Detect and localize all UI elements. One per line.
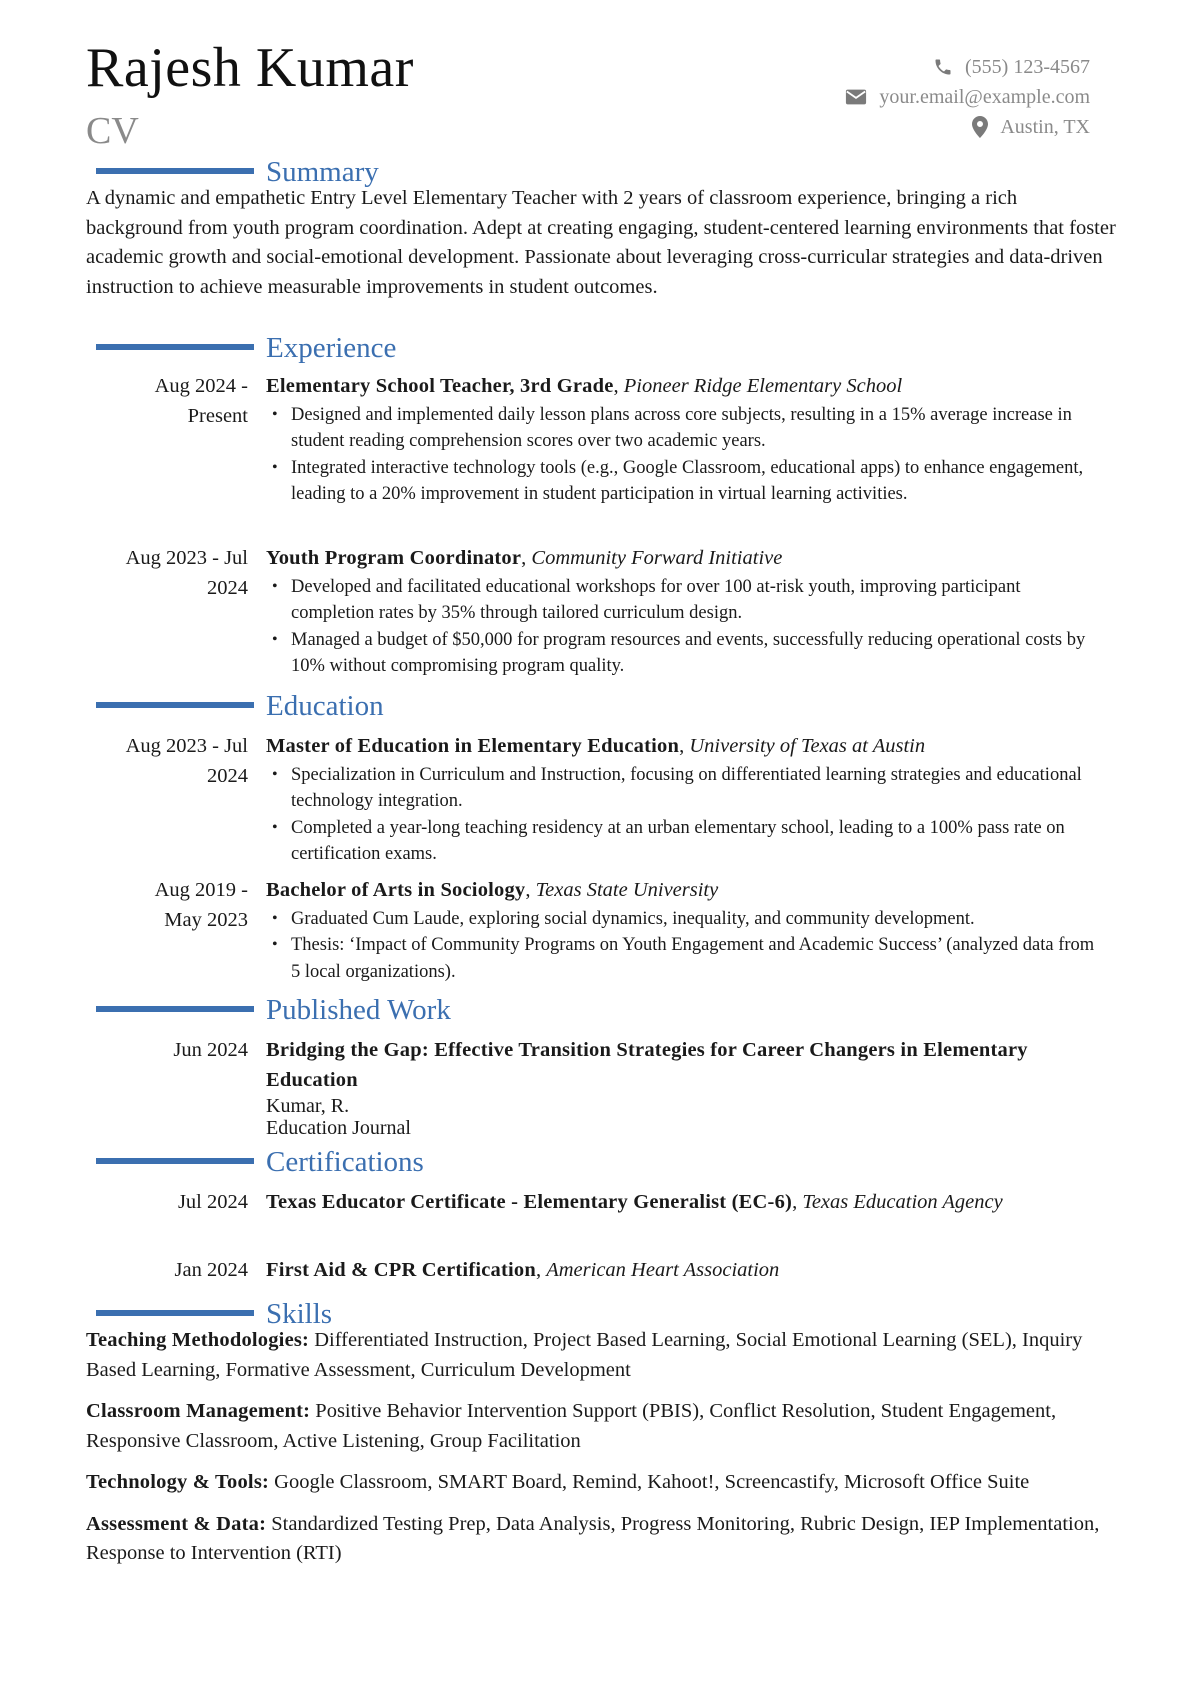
- skills-list: [86, 1326, 1116, 1581]
- entry-date-end: May 2023: [164, 908, 248, 931]
- bullet-item: • Completed a year-long teaching residency at an urban elementary school, leading to a 100% pass rate on certification exams.: [266, 815, 1106, 868]
- entry-date: [86, 372, 248, 431]
- job-title: Elementary School Teacher, 3rd Grade: [266, 375, 614, 397]
- entry-date-start: Aug 2023 - Jul: [125, 547, 248, 569]
- entry-date-start: Aug 2024 -: [154, 375, 248, 397]
- entry-date-start: Aug 2023 - Jul: [125, 735, 248, 757]
- contact-location: Austin, TX: [1000, 115, 1090, 138]
- certification-issuer: Texas Education Agency: [802, 1191, 1003, 1213]
- contact-info: [845, 52, 1090, 142]
- skill-group-label: Classroom Management:: [86, 1400, 311, 1422]
- bullet-item: • Integrated interactive technology tools (e.g., Google Classroom, educational apps) to enhance engagement, leading to a 20% improvement in student participation in virtual learning activities.: [266, 455, 1106, 508]
- skill-group-items: Standardized Testing Prep, Data Analysis, Progress Monitoring, Rubric Design, IEP Implementation, Response to Intervention (RTI): [86, 1512, 1100, 1564]
- entry-heading: Texas Educator Certificate - Elementary Generalist (EC-6), Texas Education Agency: [266, 1191, 1003, 1213]
- phone-icon: [933, 57, 953, 77]
- publication-title: [266, 1036, 1106, 1095]
- entry-bullets: [266, 574, 1106, 680]
- entry-date: Jan 2024: [174, 1259, 248, 1281]
- section-title-summary: Summary: [266, 156, 379, 188]
- bullet-item: • Specialization in Curriculum and Instruction, focusing on differentiated learning strategies and educational technology integration.: [266, 762, 1106, 815]
- document-subtitle: CV: [86, 110, 139, 152]
- entry-heading: Bachelor of Arts in Sociology, Texas State University: [266, 879, 719, 901]
- bullet-item: • Thesis: ‘Impact of Community Programs on Youth Engagement and Academic Success’ (analyzed data from 5 local organizations).: [266, 932, 1106, 985]
- entry-bullets: [266, 906, 1106, 986]
- section-title-education: Education: [266, 690, 384, 722]
- skill-group-label: Teaching Methodologies:: [86, 1329, 310, 1351]
- degree: Master of Education in Elementary Education: [266, 735, 680, 757]
- employer: Community Forward Initiative: [531, 547, 783, 569]
- skill-group: [86, 1326, 1116, 1385]
- skill-group: [86, 1510, 1116, 1569]
- contact-email-row: [845, 82, 1090, 112]
- section-title-published: Published Work: [266, 994, 451, 1026]
- bullet-item: • Graduated Cum Laude, exploring social dynamics, inequality, and community development.: [266, 906, 1106, 933]
- section-title-experience: Experience: [266, 332, 397, 364]
- candidate-name: Rajesh Kumar: [86, 37, 414, 99]
- certification-name: First Aid & CPR Certification: [266, 1259, 536, 1281]
- entry-date: [86, 876, 248, 935]
- bullet-item: • Managed a budget of $50,000 for program resources and events, successfully reducing operational costs by 10% without compromising program quality.: [266, 627, 1106, 680]
- section-divider-bar: [96, 168, 254, 174]
- entry-heading: Master of Education in Elementary Education, University of Texas at Austin: [266, 735, 926, 757]
- entry-date-end: 2024: [207, 764, 248, 787]
- section-education-header: [0, 688, 1190, 724]
- section-divider-bar: [96, 702, 254, 708]
- entry-bullets: [266, 402, 1106, 508]
- section-divider-bar: [96, 1158, 254, 1164]
- envelope-icon: [845, 88, 867, 106]
- entry-heading: First Aid & CPR Certification, American Heart Association: [266, 1259, 780, 1281]
- entry-content: [266, 1256, 1106, 1286]
- degree: Bachelor of Arts in Sociology: [266, 879, 526, 901]
- section-certifications-header: [0, 1144, 1190, 1180]
- entry-date-end: 2024: [207, 576, 248, 599]
- skill-group-label: Assessment & Data:: [86, 1512, 267, 1535]
- certification-name: Texas Educator Certificate - Elementary Generalist (EC-6): [266, 1191, 793, 1213]
- bullet-item: • Developed and facilitated educational workshops for over 100 at-risk youth, improving participant completion rates by 35% through tailored curriculum design.: [266, 574, 1106, 627]
- school: University of Texas at Austin: [689, 735, 926, 757]
- entry-content: [266, 732, 1106, 868]
- entry-date: Jul 2024: [177, 1191, 248, 1213]
- entry-date: Jun 2024: [173, 1039, 248, 1061]
- school: Texas State University: [535, 879, 719, 901]
- skill-group: [86, 1468, 1116, 1498]
- section-divider-bar: [96, 1310, 254, 1316]
- skill-group-items: Positive Behavior Intervention Support (PBIS), Conflict Resolution, Student Engagement, Responsive Classroom, Active Listening, Group Facilitation: [86, 1400, 1057, 1452]
- section-title-skills: Skills: [266, 1298, 333, 1330]
- entry-content: [266, 1188, 1106, 1218]
- entry-heading: Youth Program Coordinator, Community Forward Initiative: [266, 547, 783, 569]
- skill-group-items: Google Classroom, SMART Board, Remind, Kahoot!, Screencastify, Microsoft Office Suite: [274, 1471, 1030, 1493]
- entry-date: [86, 732, 248, 791]
- entry-date-end: Present: [187, 404, 248, 427]
- contact-phone[interactable]: (555) 123-4567: [965, 55, 1090, 78]
- entry-content: [266, 544, 1106, 680]
- publication-authors: Kumar, R.: [266, 1095, 350, 1117]
- entry-content: [266, 372, 1106, 508]
- skill-group-items: Differentiated Instruction, Project Based Learning, Social Emotional Learning (SEL), Inquiry Based Learning, Formative Assessment, Curriculum Development: [86, 1329, 1083, 1381]
- skill-group: [86, 1397, 1116, 1456]
- section-title-certifications: Certifications: [266, 1146, 424, 1178]
- contact-location-row: [845, 112, 1090, 142]
- entry-content: [266, 1036, 1106, 1139]
- summary-text: A dynamic and empathetic Entry Level Elementary Teacher with 2 years of classroom experience, bringing a rich background from youth program coordination. Adept at creating engaging, student-centered learning environments that foster academic growth and social-emotional development. Passionate about leveraging cross-curricular strategies and data-driven instruction to achieve measurable improvements in student outcomes.: [86, 187, 1116, 298]
- certification-issuer: American Heart Association: [546, 1259, 780, 1281]
- section-divider-bar: [96, 344, 254, 350]
- publication-title-text: Bridging the Gap: Effective Transition Strategies for Career Changers in Elementary Education: [266, 1039, 1028, 1091]
- entry-bullets: [266, 762, 1106, 868]
- contact-phone-row: [845, 52, 1090, 82]
- contact-email[interactable]: your.email@example.com: [879, 85, 1090, 108]
- section-divider-bar: [96, 1006, 254, 1012]
- skill-group-label: Technology & Tools:: [86, 1471, 270, 1493]
- publication-venue: Education Journal: [266, 1117, 411, 1139]
- entry-date-start: Aug 2019 -: [154, 879, 248, 901]
- job-title: Youth Program Coordinator: [266, 547, 522, 569]
- entry-heading: Elementary School Teacher, 3rd Grade, Pioneer Ridge Elementary School: [266, 375, 903, 397]
- section-published-header: [0, 992, 1190, 1028]
- map-pin-icon: [972, 116, 988, 138]
- employer: Pioneer Ridge Elementary School: [623, 375, 903, 397]
- entry-date: [86, 544, 248, 603]
- section-experience-header: [0, 330, 1190, 366]
- entry-content: [266, 876, 1106, 985]
- bullet-item: • Designed and implemented daily lesson plans across core subjects, resulting in a 15% average increase in student reading comprehension scores over two academic years.: [266, 402, 1106, 455]
